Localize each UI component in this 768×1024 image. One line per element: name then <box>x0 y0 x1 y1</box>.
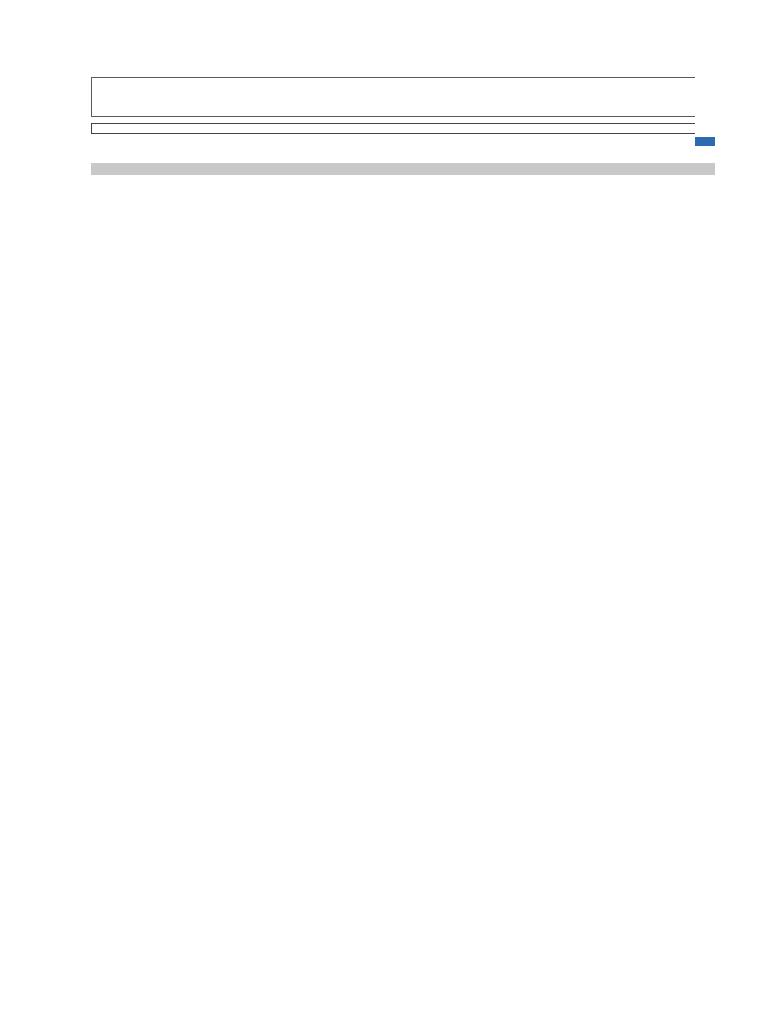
document-subtitle-box <box>91 123 695 134</box>
section-title <box>91 163 715 175</box>
document-title-box <box>91 77 695 117</box>
month-header-tail <box>695 137 715 146</box>
